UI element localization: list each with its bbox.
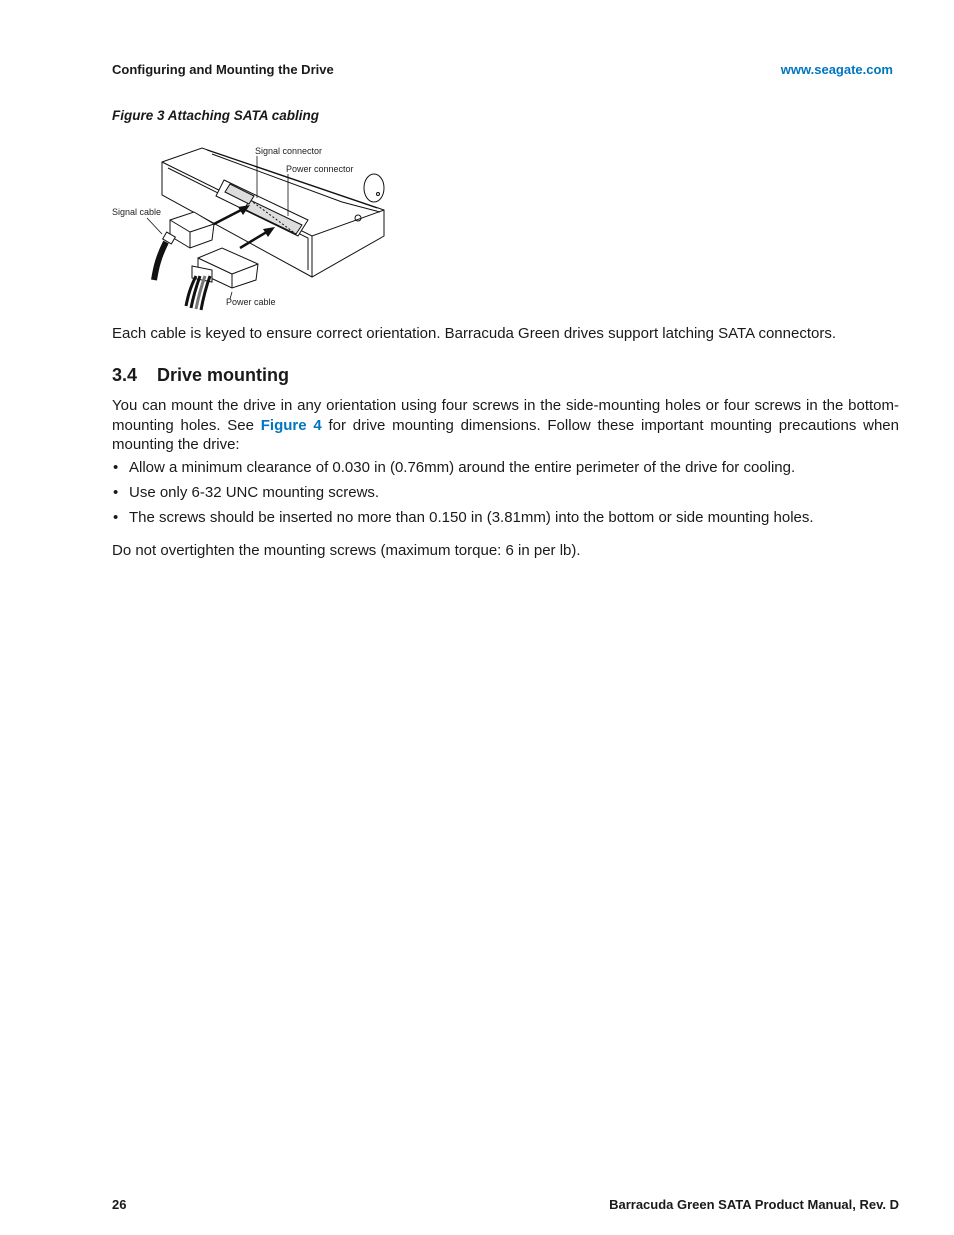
power-connector-label: Power connector: [286, 164, 354, 174]
list-item: • Allow a minimum clearance of 0.030 in (0.76mm) around the entire perimeter of the drive for cooling.: [112, 458, 899, 478]
mounting-text-rest: for drive mounting dimensions. Follow these important mounting precautions when mounting the drive:: [112, 416, 899, 453]
manual-title: Barracuda Green SATA Product Manual, Rev. D: [609, 1197, 899, 1212]
list-item: • The screws should be inserted no more than 0.150 in (3.81mm) into the bottom or side mounting holes.: [112, 508, 899, 528]
sata-cabling-figure: [112, 140, 392, 315]
header-section-title: Configuring and Mounting the Drive: [112, 62, 334, 77]
power-cable-label: Power cable: [226, 297, 276, 307]
torque-paragraph: Do not overtighten the mounting screws (maximum torque: 6 in per lb).: [112, 542, 581, 559]
signal-cable-label: Signal cable: [112, 207, 162, 217]
section-heading: [112, 365, 289, 386]
page-number: 26: [112, 1197, 127, 1212]
mounting-precautions-list: [112, 458, 899, 533]
cable-keyed-paragraph: Each cable is keyed to ensure correct orientation. Barracuda Green drives support latching SATA connectors.: [112, 325, 836, 342]
section-number: 3.4: [112, 365, 138, 385]
figure-caption: Figure 3 Attaching SATA cabling: [112, 108, 320, 123]
mounting-paragraph: [112, 396, 899, 455]
list-item: • Use only 6-32 UNC mounting screws.: [112, 483, 899, 503]
header-website-link[interactable]: www.seagate.com: [780, 62, 893, 77]
signal-connector-label: Signal connector: [255, 146, 323, 156]
section-title: Drive mounting: [157, 365, 290, 385]
mounting-text-intro: You can mount the drive in any orientation using four screws in the side-mounting holes or four screws in the bottom-mounting holes. See: [112, 397, 899, 434]
figure-4-link[interactable]: Figure 4: [260, 416, 322, 434]
